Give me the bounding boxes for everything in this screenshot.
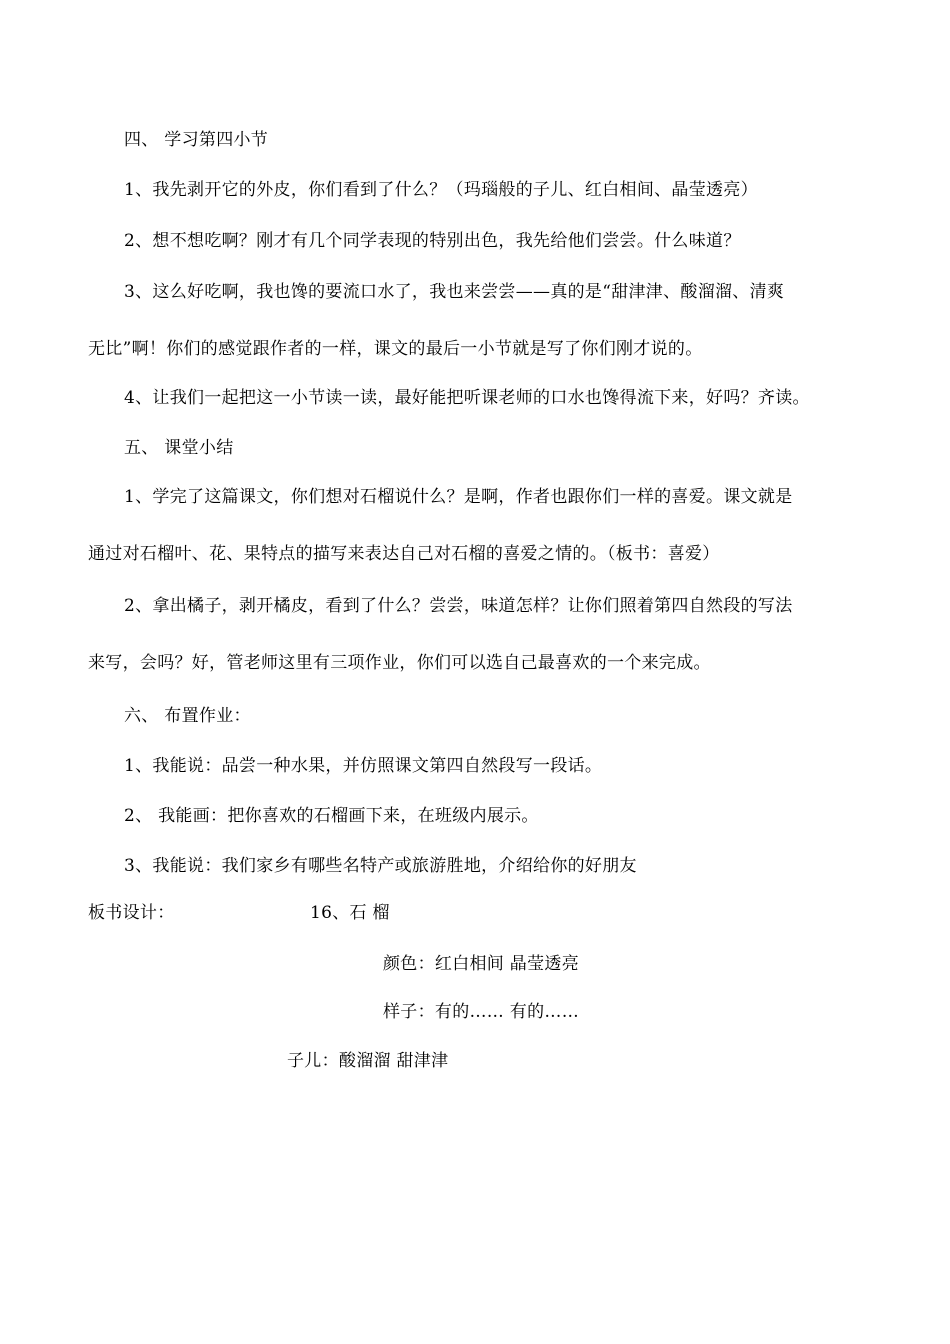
board-design-title: 16、石 榴 [310, 903, 390, 923]
section4-paragraph-3-line1: 3、这么好吃啊，我也馋的要流口水了，我也来尝尝——真的是“甜津津、酸溜溜、清爽 [124, 282, 785, 302]
section4-heading: 四、 学习第四小节 [124, 130, 269, 150]
board-design-label: 板书设计： [88, 903, 175, 923]
section5-paragraph-2-line2: 来写，会吗？好，管老师这里有三项作业，你们可以选自己最喜欢的一个来完成。 [88, 653, 711, 673]
section5-paragraph-1-line1: 1、学完了这篇课文，你们想对石榴说什么？是啊，作者也跟你们一样的喜爱。课文就是 [124, 487, 793, 507]
board-design-line-3: 子儿：酸溜溜 甜津津 [287, 1051, 449, 1071]
section5-paragraph-1-line2: 通过对石榴叶、花、果特点的描写来表达自己对石榴的喜爱之情的。（板书：喜爱） [88, 544, 720, 564]
section6-paragraph-2: 2、 我能画：把你喜欢的石榴画下来，在班级内展示。 [124, 806, 539, 826]
section6-paragraph-1: 1、我能说：品尝一种水果，并仿照课文第四自然段写一段话。 [124, 756, 603, 776]
section6-paragraph-3: 3、我能说：我们家乡有哪些名特产或旅游胜地，介绍给你的好朋友 [124, 856, 637, 876]
section4-paragraph-1: 1、我先剥开它的外皮，你们看到了什么？（玛瑙般的子儿、红白相间、晶莹透亮） [124, 180, 758, 200]
section4-paragraph-2: 2、想不想吃啊？刚才有几个同学表现的特别出色，我先给他们尝尝。什么味道？ [124, 231, 741, 251]
section4-paragraph-4: 4、让我们一起把这一小节读一读，最好能把听课老师的口水也馋得流下来，好吗？齐读。 [124, 388, 810, 408]
section4-paragraph-3-line2: 无比”啊！你们的感觉跟作者的一样，课文的最后一小节就是写了你们刚才说的。 [88, 339, 703, 359]
section5-heading: 五、 课堂小结 [124, 438, 234, 458]
board-design-line-2: 样子：有的…… 有的…… [383, 1002, 580, 1022]
section5-paragraph-2-line1: 2、拿出橘子，剥开橘皮，看到了什么？尝尝，味道怎样？让你们照着第四自然段的写法 [124, 596, 793, 616]
section6-heading: 六、 布置作业： [124, 706, 251, 726]
board-design-line-1: 颜色：红白相间 晶莹透亮 [383, 954, 580, 974]
